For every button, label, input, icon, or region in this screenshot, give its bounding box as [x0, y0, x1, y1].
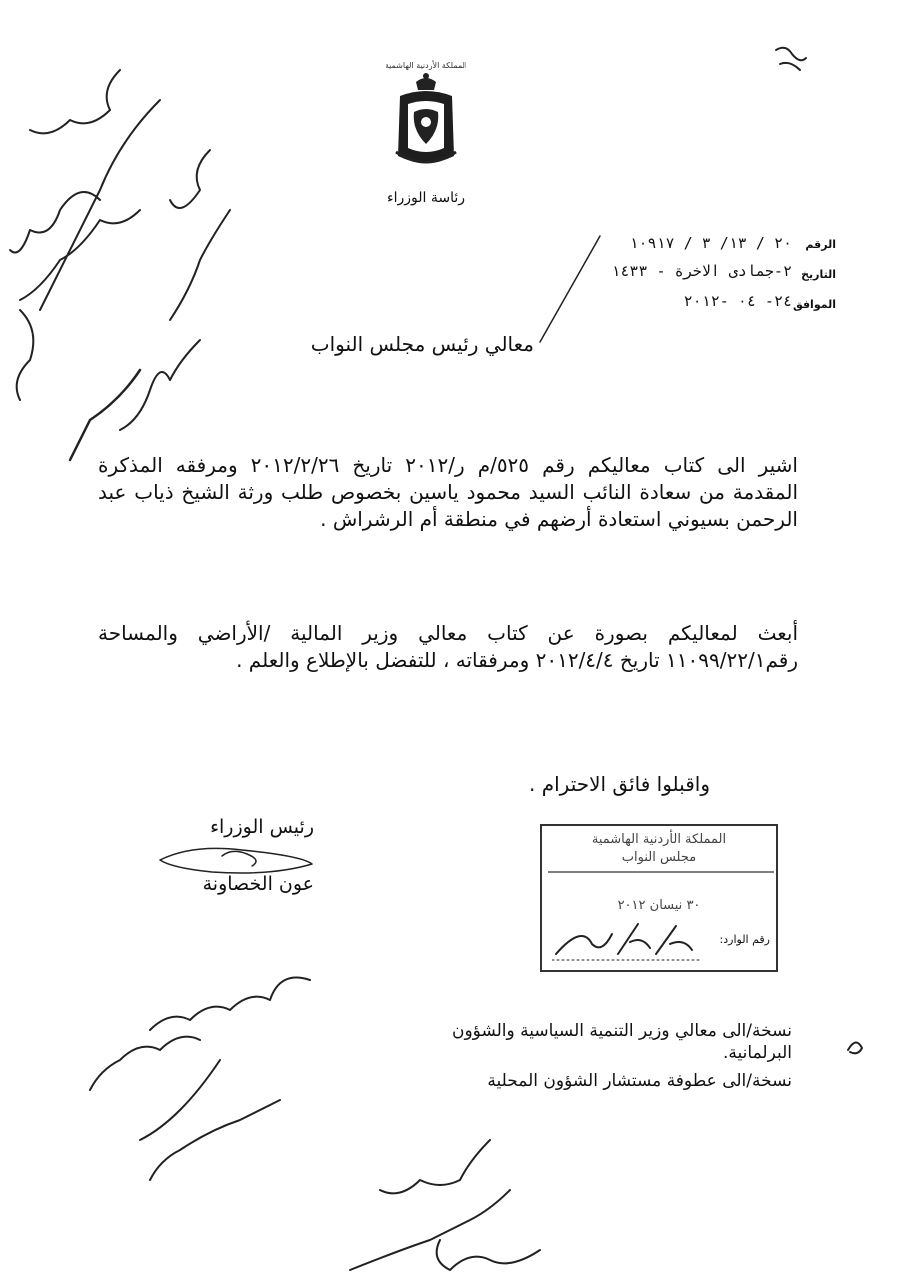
- coat-of-arms-emblem: [386, 52, 466, 212]
- body-paragraph-1: اشير الى كتاب معاليكم رقم ٥٢٥/م ر/٢٠١٢ تاريخ ٢٠١٢/٢/٢٦ ومرفقه المذكرة المقدمة من سعادة النائب السيد محمود ياسين بخصوص طلب ورثة الشيخ ذياب عبد الرحمن بسيوني استعادة أرضهم في منطقة أم الرشراش .: [98, 453, 798, 531]
- stamp-date: ٣٠ نيسان ٢٠١٢: [617, 898, 701, 913]
- emblem-caption: المملكة الأردنية الهاشمية: [386, 61, 466, 70]
- signature-scribble: [152, 838, 322, 878]
- reference-number-label: الرقم: [805, 238, 836, 251]
- stamp-incoming-label: رقم الوارد:: [719, 933, 770, 946]
- handwritten-bottom-center-note: [340, 1130, 560, 1280]
- handwritten-margin-note: [0, 60, 240, 480]
- reference-gregorian-date-value: ٢٤- ٠٤ -٢٠١٢: [683, 292, 792, 310]
- closing-line: واقبلوا فائق الاحترام .: [529, 772, 710, 796]
- stamp-handwritten-number: [552, 914, 712, 964]
- reference-hijri-date-value: ٢-جمادى الاخرة - ١٤٣٣: [611, 262, 792, 280]
- body-paragraph-2: أبعث لمعاليكم بصورة عن كتاب معالي وزير المالية /الأراضي والمساحة رقم١١٠٩٩/٢٢/١ تاريخ ٢٠١٢/٤/٤ ومرفقاته ، للتفضل بالإطلاع والعلم .: [98, 621, 798, 672]
- signature-title: رئيس الوزراء: [210, 816, 314, 838]
- salutation: معالي رئيس مجلس النواب: [310, 332, 534, 356]
- handwritten-slash-mark: [520, 230, 610, 350]
- reference-date-label: التاريخ: [801, 268, 836, 281]
- reference-gregorian-label: الموافق: [792, 298, 836, 311]
- incoming-stamp: [540, 824, 778, 972]
- handwritten-top-mark: [770, 40, 810, 80]
- reference-number-value: ٢٠ / ١٣/ ٣ / ١٠٩١٧: [629, 234, 792, 252]
- copy-recipient-2: نسخة/الى عطوفة مستشار الشؤون المحلية: [487, 1071, 792, 1091]
- signature-name: عون الخصاونة: [202, 873, 314, 895]
- office-name: رئاسة الوزراء: [387, 190, 465, 206]
- stamp-dept: مجلس النواب: [621, 850, 697, 865]
- handwritten-bottom-left-note: [80, 960, 340, 1200]
- copy-recipient-1: نسخة/الى معالي وزير التنمية السياسية والشؤون البرلمانية.: [451, 1021, 792, 1063]
- handwritten-side-mark: [844, 1030, 868, 1060]
- stamp-org: المملكة الأردنية الهاشمية: [591, 832, 727, 847]
